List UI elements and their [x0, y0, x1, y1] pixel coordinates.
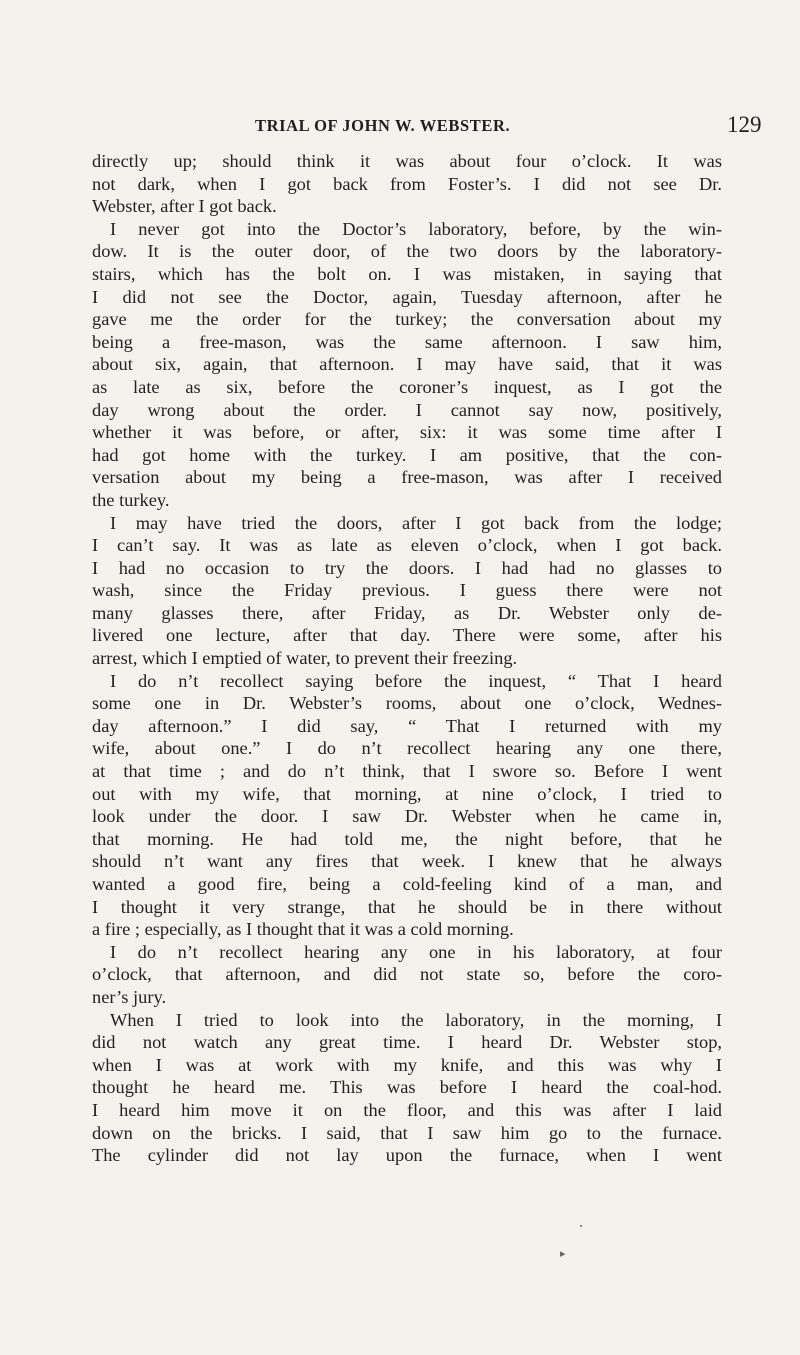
text-line: I heard him move it on the floor, and this was after I laid [92, 1099, 722, 1120]
text-line: ner’s jury. [92, 986, 167, 1007]
text-line: had got home with the turkey. I am positive, that the con- [92, 444, 722, 465]
text-line: livered one lecture, after that day. There were some, after his [92, 625, 722, 646]
text-line: I never got into the Doctor’s laboratory, before, by the win- [110, 218, 722, 239]
text-line: wife, about one.” I do n’t recollect hearing any one there, [92, 738, 722, 759]
text-line: wanted a good fire, being a cold-feeling kind of a man, and [92, 874, 722, 894]
text-line: the turkey. [92, 489, 170, 510]
text-line: about six, again, that afternoon. I may have said, that it was [92, 354, 722, 375]
text-line: day afternoon.” I did say, “ That I returned with my [92, 715, 722, 736]
text-line: should n’t want any fires that week. I knew that he always [92, 851, 722, 872]
text-line: look under the door. I saw Dr. Webster when he came in, [92, 806, 722, 827]
text-line: I do n’t recollect hearing any one in his laboratory, at four [110, 941, 722, 962]
text-line: at that time ; and do n’t think, that I swore so. Before I went [92, 761, 722, 782]
text-line: I do n’t recollect saying before the inquest, “ That I heard [110, 670, 722, 691]
text-line: when I was at work with my knife, and this was why I [92, 1054, 722, 1075]
text-line: not dark, when I got back from Foster’s. I did not see Dr. [92, 173, 722, 194]
text-line: I thought it very strange, that he should be in there without [92, 896, 722, 917]
text-line: out with my wife, that morning, at nine o’clock, I tried to [92, 783, 722, 804]
print-speck: ▸ [560, 1247, 566, 1260]
text-line: arrest, which I emptied of water, to prevent their freezing. [92, 648, 518, 669]
text-line: a fire ; especially, as I thought that it was a cold morning. [92, 919, 514, 940]
text-line: that morning. He had told me, the night before, that he [92, 828, 722, 849]
text-line: dow. It is the outer door, of the two doors by the laboratory- [92, 241, 722, 262]
text-line: down on the bricks. I said, that I saw him go to the furnace. [92, 1122, 722, 1143]
text-line: When I tried to look into the laboratory, in the morning, I [110, 1009, 722, 1030]
text-line: I can’t say. It was as late as eleven o’clock, when I got back. [92, 535, 722, 556]
text-line: o’clock, that afternoon, and did not state so, before the coro- [92, 964, 722, 985]
text-line: thought he heard me. This was before I heard the coal-hod. [92, 1077, 722, 1098]
text-line: The cylinder did not lay upon the furnace, when I went [92, 1145, 722, 1166]
print-speck [580, 1225, 582, 1227]
text-line: wash, since the Friday previous. I guess there were not [92, 580, 722, 601]
text-line: being a free-mason, was the same afternoon. I saw him, [92, 331, 722, 352]
body-text [92, 150, 722, 1167]
text-line: I did not see the Doctor, again, Tuesday afternoon, after he [92, 286, 722, 307]
text-line: did not watch any great time. I heard Dr. Webster stop, [92, 1032, 722, 1053]
text-line: stairs, which has the bolt on. I was mistaken, in saying that [92, 263, 722, 284]
text-line: some one in Dr. Webster’s rooms, about one o’clock, Wednes- [92, 693, 722, 714]
text-line: I had no occasion to try the doors. I had had no glasses to [92, 557, 722, 578]
text-line: day wrong about the order. I cannot say now, positively, [92, 399, 722, 420]
page-number: 129 [727, 112, 762, 137]
text-line: Webster, after I got back. [92, 196, 277, 217]
text-line: versation about my being a free-mason, was after I received [92, 467, 722, 488]
text-line: many glasses there, after Friday, as Dr. Webster only de- [92, 602, 722, 623]
text-line: whether it was before, or after, six: it was some time after I [92, 422, 722, 443]
running-head: TRIAL OF JOHN W. WEBSTER. [255, 116, 511, 135]
text-line: gave me the order for the turkey; the conversation about my [92, 309, 722, 330]
text-line: as late as six, before the coroner’s inquest, as I got the [92, 376, 722, 397]
text-line: directly up; should think it was about four o’clock. It was [92, 151, 722, 171]
text-line: I may have tried the doors, after I got back from the lodge; [110, 512, 722, 533]
